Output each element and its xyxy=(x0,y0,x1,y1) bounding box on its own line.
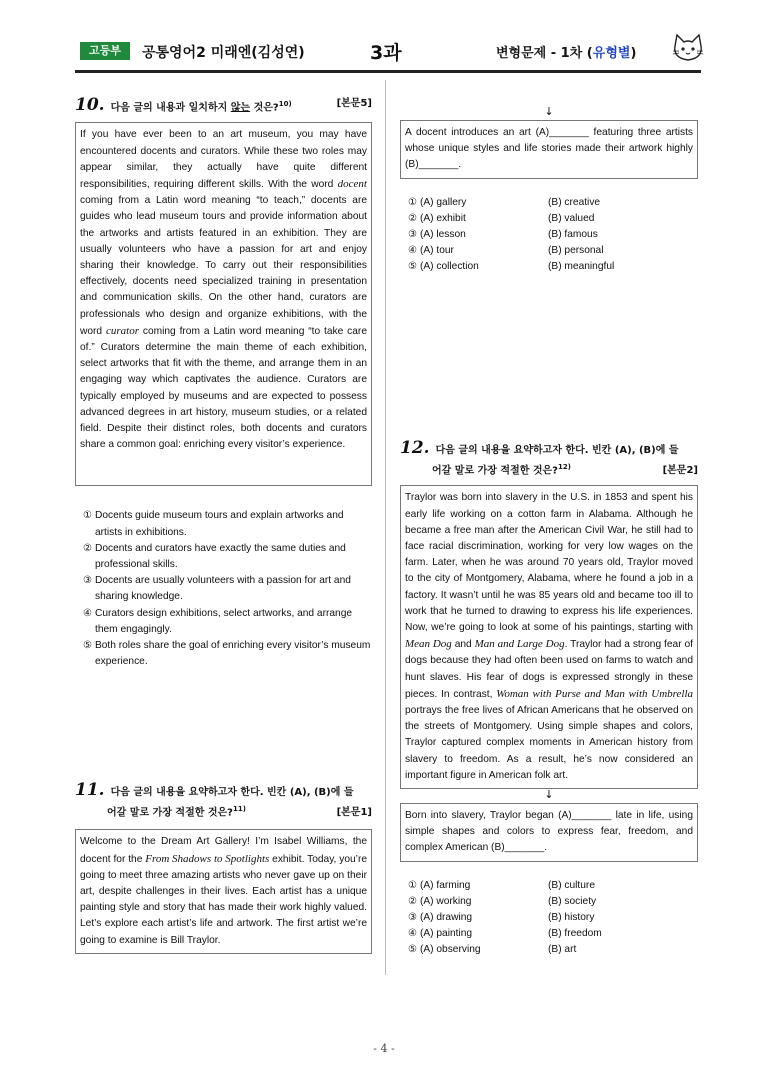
choice-b: (B) art xyxy=(548,944,577,956)
header-rule xyxy=(75,70,701,73)
summary-top-choice-1[interactable] xyxy=(400,195,698,211)
cat-mascot-icon xyxy=(670,32,706,66)
subject-title: 공통영어2 미래엔(김성연) xyxy=(142,45,305,61)
lesson-title: 3과 xyxy=(370,42,402,64)
question-10-header xyxy=(75,96,372,116)
question-10-prompt-a: 다음 글의 내용과 일치하지 xyxy=(110,102,231,114)
page-number: - 4 - xyxy=(373,1042,395,1055)
exam-type xyxy=(496,42,636,61)
question-12-choice-2[interactable] xyxy=(400,894,698,910)
exam-type-highlight: 유형별 xyxy=(592,46,631,61)
question-10-passage: If you have ever been to an art museum, you may have encountered docents and curators. While these two roles may appear similar, they actually have quite different responsibilities, requiring different skills. With the word docent coming from a Latin word meaning “to teach,” docents are guides who lead museum tours and provide information about the artworks and artists featured in an exhibition. They are usually volunteers who have a passion for art and enjoy sharing their knowledge. To carry out their responsibilities effectively, docents need specialized training in presentation and communication skills. On the other hand, curators are professionals who design and organize exhibitions, with the word curator coming from a Latin word meaning “to take care of.” Curators determine the main theme of each exhibition, select artworks that fit with the theme, and arrange them in an engaging way which captivates the audience. Curators are typically employed by museums and are expected to possess advanced degrees in art history, museum studies, or a related field. Despite their distinct roles, both docents and curators share a common goal: enriching every visitor’s experience. xyxy=(75,122,372,486)
italic-title: docent xyxy=(337,177,367,190)
summary-top-choice-5[interactable] xyxy=(400,259,698,275)
level-badge: 고등부 xyxy=(80,42,130,60)
question-10-choices xyxy=(75,508,372,670)
italic-title: Man and Large Dog xyxy=(474,638,565,651)
question-11-footnote: 11) xyxy=(233,805,246,813)
choice-b: (B) personal xyxy=(548,245,604,257)
question-11-source: [본문1] xyxy=(336,807,372,819)
page-header xyxy=(80,38,700,68)
question-10-footnote: 10) xyxy=(278,100,292,108)
question-12-footnote: 12) xyxy=(558,463,571,471)
question-12-passage: Traylor was born into slavery in the U.S. in 1853 and spent his early life working on a cotton farm in Alabama. Although he became a free man after the American Civil War, he still had to face racial discrimination, working for very low wages on the farm. Later, when he was around 70 years old, Traylor moved to the city of Montgomery, Alabama, where he found a job in a factory. It wasn’t until he was 85 years old and became too ill to work that he turned to drawing to express his life experiences. Now, we’re going to look at some of his paintings, starting with Mean Dog and Man and Large Dog. Traylor had a strong fear of dogs because they had often been used on farms to watch and hunt slaves. His fear of dogs is expressed strongly in these pieces. In contrast, Woman with Purse and Man with Umbrella portrays the free lives of African Americans that he observed on the streets of Montgomery. Using simple shapes and colors, Traylor captured complex moments in American history from slavery to freedom. As a result, he’s now considered an important figure in American folk art. xyxy=(400,485,698,789)
question-12-prompt-line1: 다음 글의 내용을 요약하고자 한다. 빈칸 (A), (B)에 들 xyxy=(435,445,679,456)
choice-b: (B) creative xyxy=(548,196,601,208)
choice-a: ⑤ (A) collection xyxy=(408,261,479,273)
question-10-source: [본문5] xyxy=(336,98,372,109)
summary-top-text: A docent introduces an art (A)_______ featuring three artists whose unique styles and life stories made their artwork highly (B)_______. xyxy=(400,120,698,179)
choice-b: (B) society xyxy=(548,895,597,907)
question-12-source: [본문2] xyxy=(662,465,698,477)
question-10 xyxy=(75,96,372,670)
question-11-prompt-line2: 어갈 말로 가장 적절한 것은? xyxy=(107,807,233,819)
choice-a: ② (A) working xyxy=(408,895,472,907)
choice-a: ④ (A) tour xyxy=(408,245,454,257)
italic-title: curator xyxy=(105,324,139,337)
choice-2[interactable]: ② Docents and curators have exactly the same duties and professional skills. xyxy=(83,542,346,570)
question-12-choices xyxy=(400,878,698,959)
question-12-prompt-line2: 어갈 말로 가장 적절한 것은? xyxy=(432,465,558,477)
choice-a: ③ (A) lesson xyxy=(408,229,466,241)
choice-a: ④ (A) painting xyxy=(408,928,473,940)
question-12-choice-4[interactable] xyxy=(400,926,698,942)
choice-b: (B) freedom xyxy=(548,928,602,940)
question-11-number: 11. xyxy=(75,780,105,800)
choice-a: ① (A) gallery xyxy=(408,196,467,208)
choice-3[interactable]: ③ Docents are usually volunteers with a passion for art and sharing knowledge. xyxy=(83,575,351,603)
choice-a: ③ (A) drawing xyxy=(408,912,473,923)
summary-top-choice-2[interactable] xyxy=(400,211,698,227)
choice-5[interactable]: ⑤ Both roles share the goal of enriching every visitor’s museum experience. xyxy=(83,639,371,668)
summary-top-choice-3[interactable] xyxy=(400,227,698,243)
question-12-choice-1[interactable] xyxy=(400,878,698,894)
italic-title: Mean Dog xyxy=(405,638,452,651)
summary-top-choices xyxy=(400,195,698,276)
question-12-header xyxy=(400,440,698,479)
question-10-prompt-b: 것은? xyxy=(250,102,279,114)
exam-type-prefix: 변형문제 - 1차 ( xyxy=(496,46,593,61)
italic-title: From Shadows to Spotlights xyxy=(145,852,270,865)
question-11-header xyxy=(75,782,372,821)
choice-4[interactable]: ④ Curators design exhibitions, select artworks, and arrange them engagingly. xyxy=(83,607,353,635)
summary-block-top xyxy=(400,106,698,276)
italic-title: Woman with Purse and Man with Umbrella xyxy=(496,687,693,700)
choice-a: ⑤ (A) observing xyxy=(408,944,481,956)
summary-top-choice-4[interactable] xyxy=(400,243,698,259)
question-12-number: 12. xyxy=(400,438,430,458)
question-10-number: 10. xyxy=(75,95,105,116)
column-divider xyxy=(385,80,386,975)
arrow-down-icon: ↓ xyxy=(544,787,554,801)
question-12-choice-3[interactable] xyxy=(400,910,698,926)
question-11-prompt-line1: 다음 글의 내용을 요약하고자 한다. 빈칸 (A), (B)에 들 xyxy=(110,787,354,798)
question-10-prompt-underline: 않는 xyxy=(230,102,251,114)
question-12-summary: Born into slavery, Traylor began (A)_______ late in life, using simple shapes and colors to express fear, freedom, and complex American (B)_______. xyxy=(400,803,698,862)
arrow-down-icon: ↓ xyxy=(544,105,554,118)
choice-a: ① (A) farming xyxy=(408,879,471,891)
choice-b: (B) meaningful xyxy=(548,261,615,273)
question-11 xyxy=(75,782,372,954)
question-12 xyxy=(400,440,698,959)
question-12-choice-5[interactable] xyxy=(400,942,698,958)
choice-b: (B) culture xyxy=(548,879,595,891)
choice-a: ② (A) exhibit xyxy=(408,212,466,224)
choice-b: (B) history xyxy=(548,912,595,923)
choice-1[interactable]: ① Docents guide museum tours and explain artworks and artists in exhibitions. xyxy=(83,510,344,538)
choice-b: (B) famous xyxy=(548,229,598,241)
question-11-passage: Welcome to the Dream Art Gallery! I’m Isabel Williams, the docent for the From Shadows to Spotlights exhibit. Today, you’re going to meet three amazing artists who never gave up on their art, despite challenges in their lives. Each artist has a unique painting style and story that has made their work highly valued. Let’s explore each artist’s life and artwork. The first artist we’re going to examine is Bill Traylor. xyxy=(75,829,372,953)
choice-b: (B) valued xyxy=(548,212,595,224)
exam-type-suffix: ) xyxy=(630,46,637,61)
